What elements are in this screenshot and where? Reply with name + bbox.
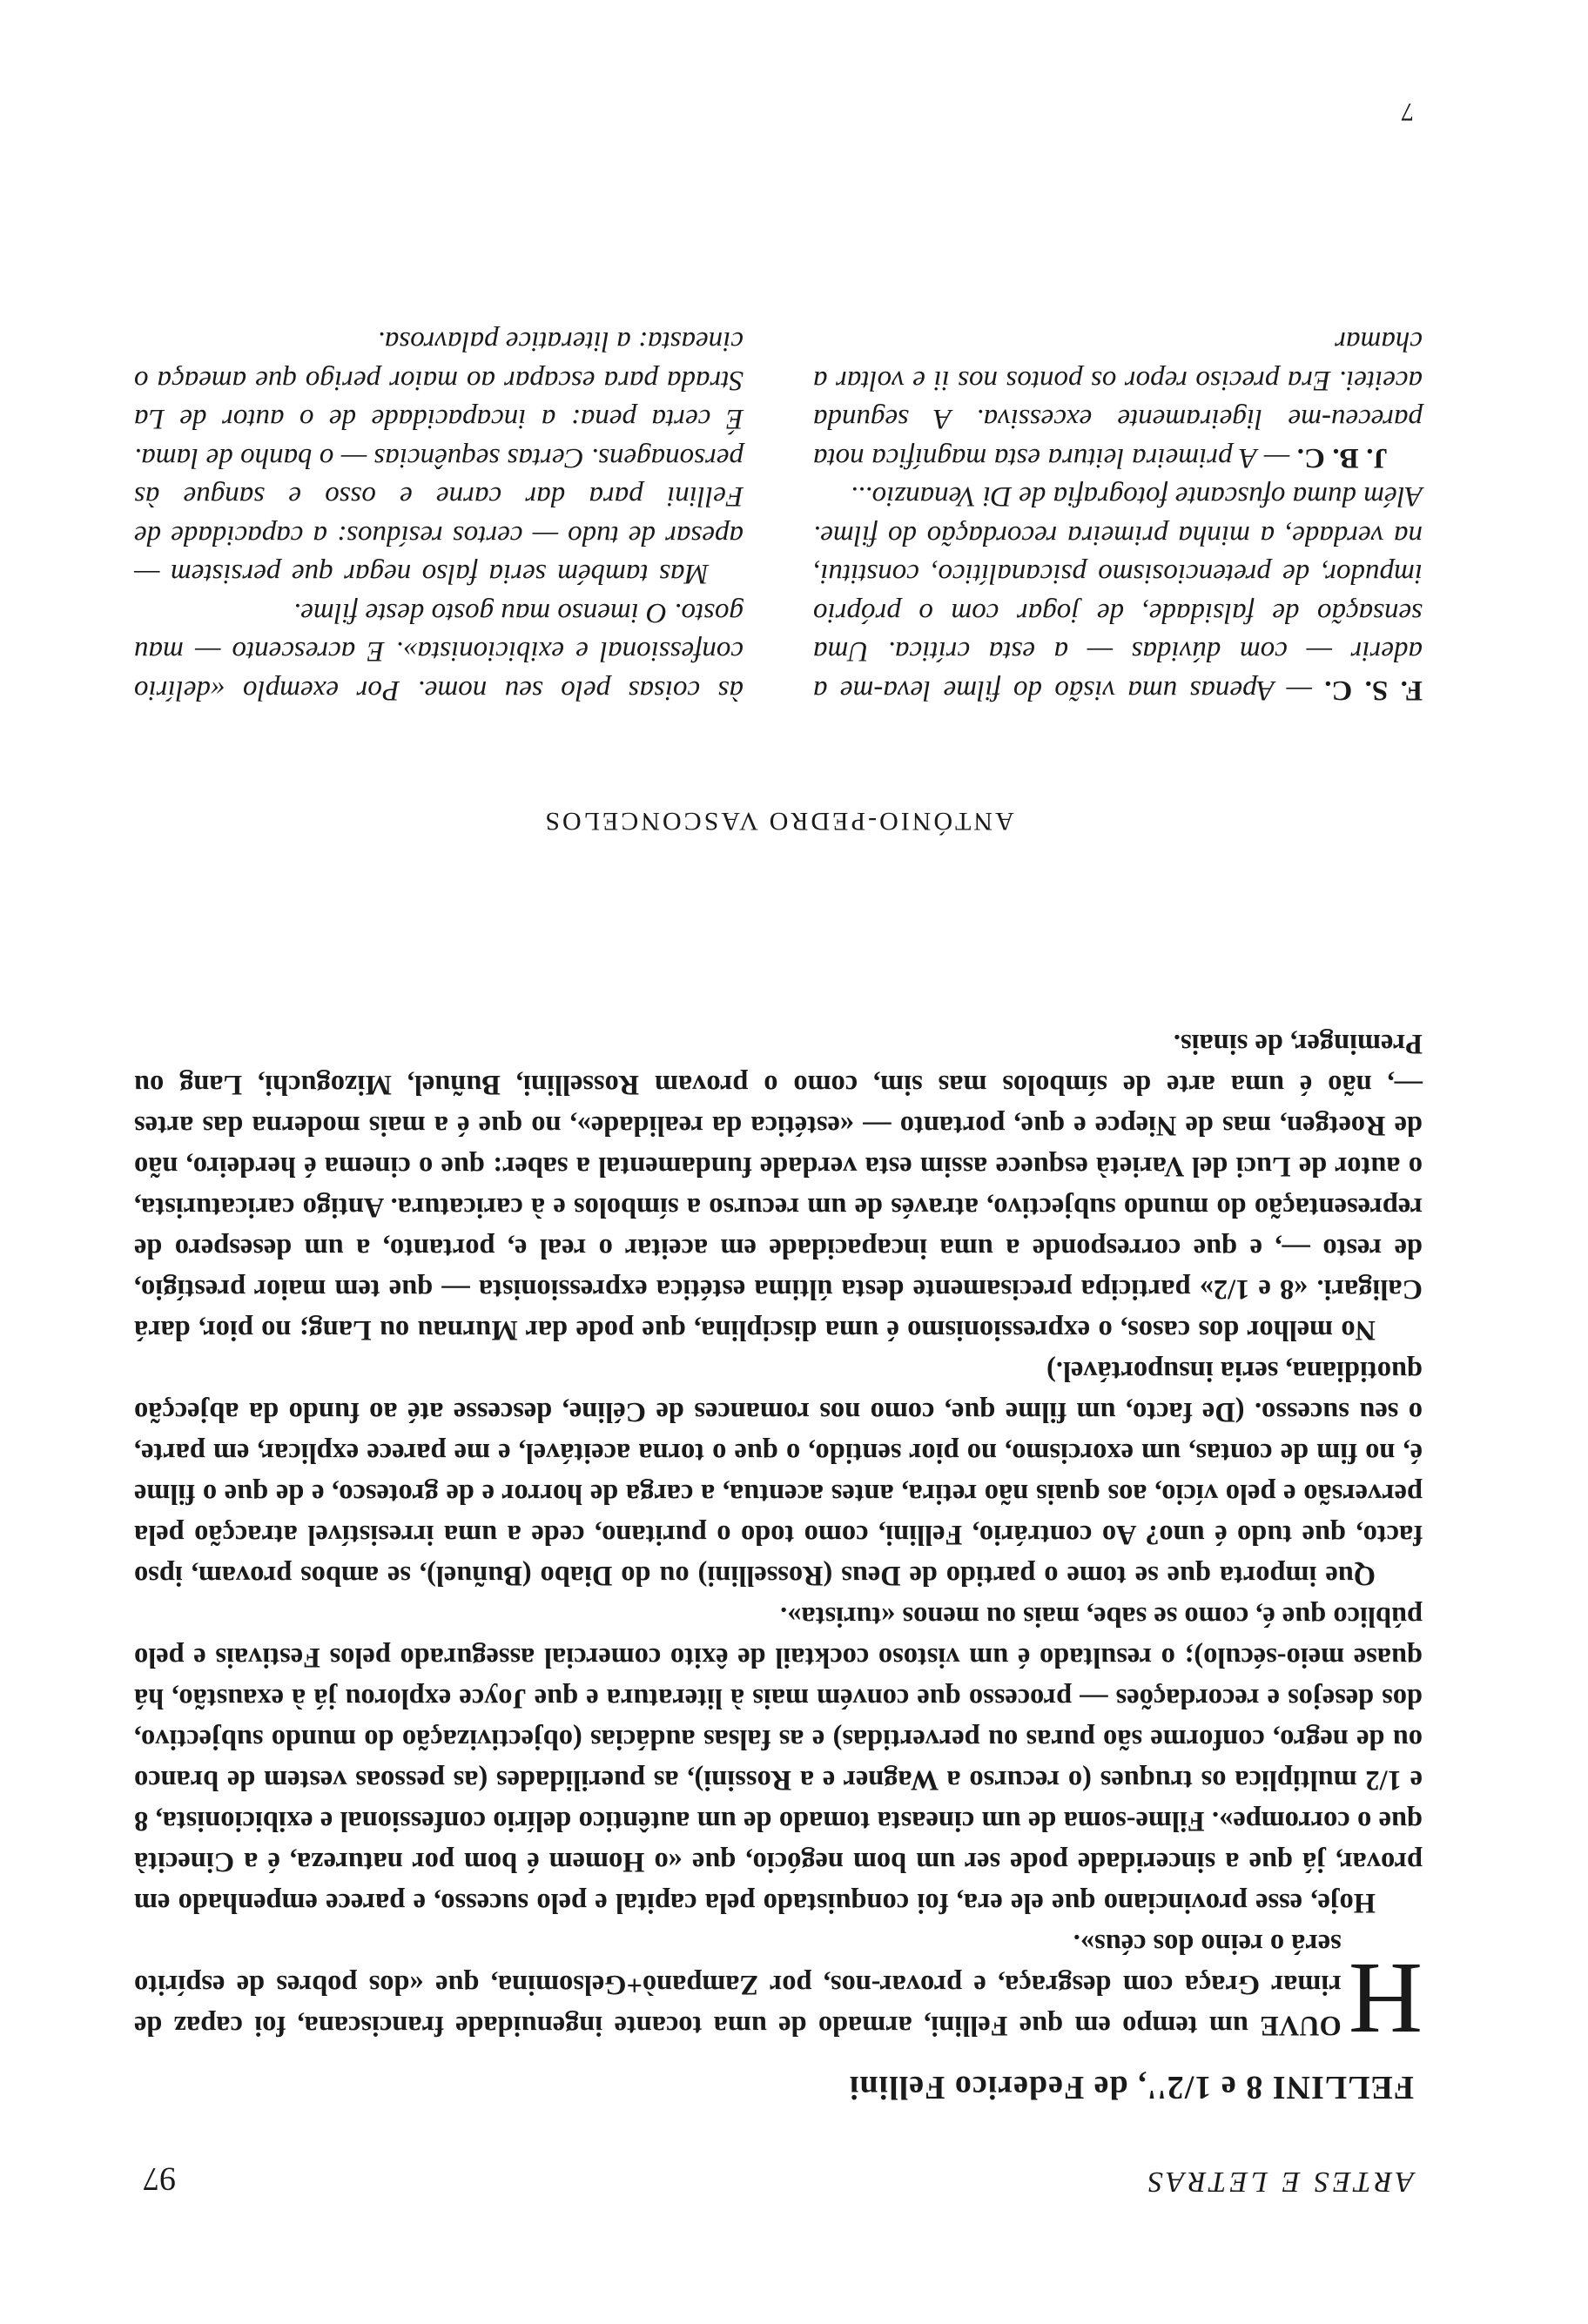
commentary-paragraph: [813, 477, 1423, 709]
signature-mark: 7: [1401, 97, 1414, 126]
paragraph-text: OUVE um tempo em que Fellini, armado de uma tocante ingenuidade franciscana, foi capaz de rimar Graça com desgraça, e provar-nos, por Zampanò+Gelsomina, que «dos pobres de espírito será o reino dos céus».: [134, 1928, 1342, 2041]
commentary-section: [134, 100, 1423, 709]
commentary-paragraph: às coisas pelo seu nome. Por exemplo «delírio confessional e exibicionista». E acrescento — mau gosto. O imenso mau gosto deste filme.: [134, 597, 744, 706]
commentator-initials: J. B. C.: [1296, 442, 1388, 474]
running-header: [143, 2154, 1414, 2198]
article-paragraph: Hoje, esse provinciano que ele era, foi conquistado pela capital e pelo sucesso, e parece empenhado em provar, já que a sinceridade pode ser um bom negócio, que «o Homem é bom por natureza, é a Cinecità que o corrompe». Filme-soma de um cineasta tomado de um autêntico delírio confessional e exibicionista, 8 e 1/2 multiplica os truques (o recurso a Wagner e a Rossini), as puerilidades (as pessoas vestem de branco ou de negro, conforme são puras ou pervertidas) e as falsas audácias (objectivização do mundo subjectivo, dos desejos e recordações — processo que convém mais à literatura e que Joyce explorou já à exaustão, há quase meio-século); o resultado é um vistoso cocktail de êxito comercial assegurado pelos Festivais e pelo público que é, como se sabe, mais ou menos «turista».: [134, 1601, 1423, 1918]
running-title: ARTES E LETRAS: [1144, 2166, 1414, 2198]
commentary-paragraph: Mas também seria falso negar que persistem — apesar de tudo — certos resíduos: a capacidade de Fellini para dar carne e osso e sangue às personagens. Certas sequências — o banho de lama. É certa pena: a incapacidade de o autor de La Strada para escapar ao maior perigo que ameaça o cineasta: a literatice palavrosa.: [134, 326, 744, 590]
article-body: [134, 1023, 1423, 2056]
commentary-paragraph: [813, 322, 1423, 477]
commentary-column-right: [134, 322, 744, 709]
commentary-text: — A primeira leitura esta magnífica nota pareceu-me ligeiramente excessiva. A segunda aceitei. Era preciso repor os pontos nos ii e voltar a chamar: [812, 326, 1423, 474]
page-number: 97: [143, 2160, 176, 2197]
drop-cap: H: [1348, 1942, 1423, 2056]
article-paragraph: [134, 1923, 1423, 2056]
commentary-text: — Apenas uma visão do filme leva-me a aderir — com dúvidas — a esta crítica. Uma sensação de falsidade, de jogar com o próprio impudor, de pretenciosismo psicanalítico, constitui, na verdade, a minha primeira recordação do filme. Além duma ofuscante fotografia de Di Venanzio...: [813, 480, 1423, 706]
article-paragraph: No melhor dos casos, o expressionismo é uma disciplina, que pode dar Murnau ou Lang; no pior, dará Caligari. «8 e 1/2» participa precisamente desta última estética expressionista — que tem maior prestígio, de resto —, e que corresponde a uma incapacidade em aceitar o real e, portanto, a um desespero de representação do mundo subjectivo, através de um recurso a símbolos e à caricatura. Antigo caricaturista, o autor de Luci del Varietà esquece assim esta verdade fundamental a saber: que o cinema é herdeiro, não de Roetgen, mas de Niepce e que, portanto — «estética da realidade», no que é a mais moderna das artes —, não é uma arte de símbolos mas sim, como o provam Rossellini, Buñuel, Mizoguchi, Lang ou Preminger, de sinais.: [134, 1028, 1423, 1346]
article-title: FELLINI 8 e 1/2'', de Federico Fellini: [848, 2069, 1414, 2106]
article-paragraph: Que importa que se tome o partido de Deus (Rossellini) ou do Diabo (Buñuel), se ambos provam, ipso facto, que tudo é uno? Ao contrário, Fellini, como todo o puritano, cede a uma irresistível atracção pela perversão e pelo vício, aos quais não retira, antes acentua, a carga de horror e de grotesco, e de que o filme é, no fim de contas, um exorcismo, no pior sentido, o que o torna aceitável, e me parece explicar, em parte, o seu sucesso. (De facto, um filme que, como nos romances de Céline, descesse até ao fundo da abjecção quotidiana, seria insuportável.): [134, 1355, 1423, 1591]
author-signature: ANTÓNIO-PEDRO VASCONCELOS: [542, 807, 1014, 836]
commentator-initials: F. S. C.: [1324, 675, 1423, 706]
commentary-column-left: [813, 322, 1423, 709]
